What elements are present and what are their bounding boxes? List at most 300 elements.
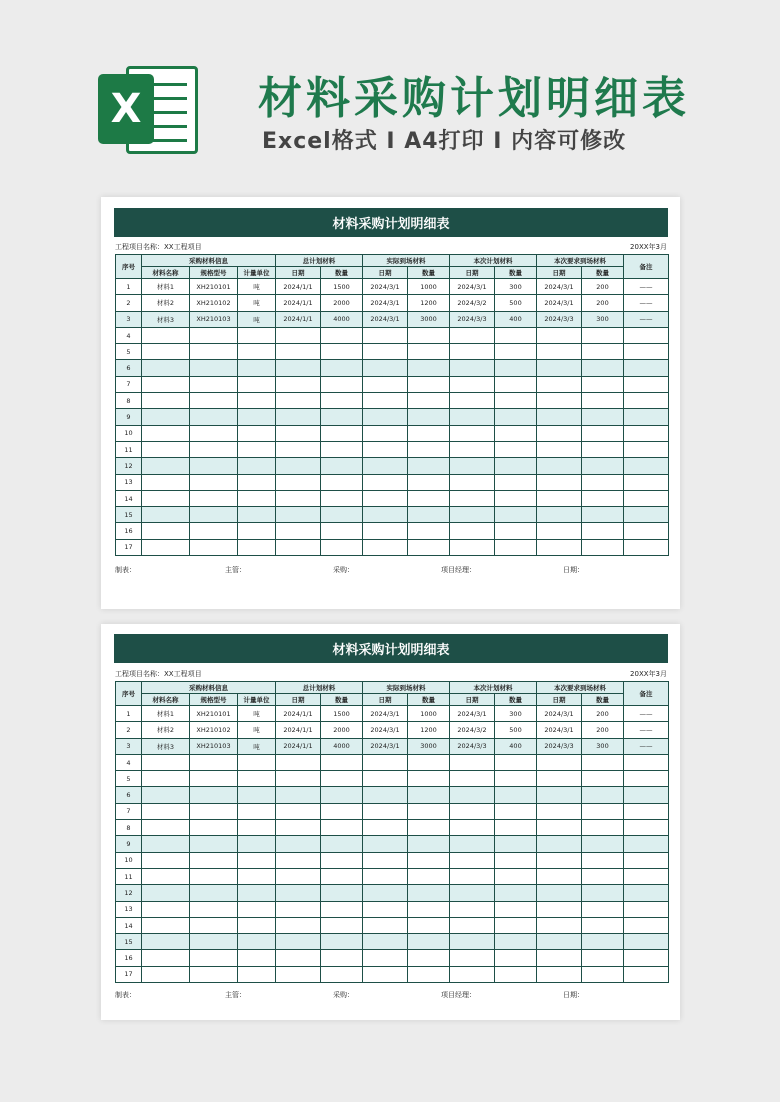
table-cell — [408, 507, 450, 523]
header-remark: 备注 — [624, 255, 669, 279]
table-cell — [450, 507, 495, 523]
table-cell — [321, 490, 363, 506]
table-cell — [582, 901, 624, 917]
table-cell — [624, 441, 669, 457]
table-cell — [537, 803, 582, 819]
table-cell — [321, 458, 363, 474]
table-cell: 15 — [116, 507, 142, 523]
table-cell — [450, 966, 495, 982]
table-cell — [321, 787, 363, 803]
table-cell — [582, 376, 624, 392]
table-cell — [582, 474, 624, 490]
table-cell: —— — [624, 311, 669, 327]
table-cell — [363, 393, 408, 409]
table-cell — [238, 490, 276, 506]
table-cell — [190, 507, 238, 523]
table-cell — [238, 787, 276, 803]
table-cell — [321, 507, 363, 523]
table-cell — [495, 950, 537, 966]
table-cell: 8 — [116, 393, 142, 409]
table-cell — [276, 787, 321, 803]
table-cell: 12 — [116, 885, 142, 901]
table-cell: 11 — [116, 441, 142, 457]
table-cell: 2024/3/1 — [363, 311, 408, 327]
table-cell — [276, 393, 321, 409]
table-cell: 4 — [116, 327, 142, 343]
table-cell — [624, 754, 669, 770]
table-cell — [321, 966, 363, 982]
table-cell — [408, 327, 450, 343]
table-cell — [582, 787, 624, 803]
table-row — [116, 409, 669, 425]
table-cell — [495, 441, 537, 457]
table-cell — [450, 376, 495, 392]
table-cell — [582, 393, 624, 409]
table-row — [116, 771, 669, 787]
table-cell — [238, 507, 276, 523]
header-current-plan: 本次计划材料 — [450, 682, 537, 694]
table-cell — [537, 376, 582, 392]
footer-manager: 项目经理： — [441, 566, 476, 574]
table-cell: —— — [624, 295, 669, 311]
table-cell — [321, 901, 363, 917]
table-cell — [142, 771, 190, 787]
table-row — [116, 885, 669, 901]
footer-date: 日期： — [563, 991, 584, 999]
header-date: 日期 — [537, 694, 582, 706]
table-cell — [408, 523, 450, 539]
table-cell — [142, 901, 190, 917]
table-cell: 2 — [116, 722, 142, 738]
table-cell: 2024/1/1 — [276, 722, 321, 738]
table-cell — [142, 868, 190, 884]
table-cell: 3 — [116, 311, 142, 327]
table-cell: 13 — [116, 901, 142, 917]
table-cell — [495, 934, 537, 950]
header-qty: 数量 — [321, 267, 363, 279]
table-cell: 吨 — [238, 706, 276, 722]
table-cell — [537, 901, 582, 917]
table-cell — [537, 523, 582, 539]
table-cell: 吨 — [238, 279, 276, 295]
table-cell — [624, 425, 669, 441]
sheet-meta — [115, 241, 667, 253]
table-cell — [495, 771, 537, 787]
table-cell — [582, 836, 624, 852]
table-cell — [276, 376, 321, 392]
table-cell: 1500 — [321, 706, 363, 722]
table-cell — [450, 344, 495, 360]
table-cell — [537, 360, 582, 376]
table-cell — [190, 771, 238, 787]
table-cell: 17 — [116, 539, 142, 555]
table-cell — [238, 771, 276, 787]
table-cell — [238, 474, 276, 490]
purchase-table — [115, 254, 669, 556]
table-cell: XH210103 — [190, 738, 238, 754]
excel-logo-icon — [98, 60, 202, 158]
table-cell — [537, 490, 582, 506]
table-cell — [363, 474, 408, 490]
table-cell — [582, 934, 624, 950]
table-cell: 材料2 — [142, 722, 190, 738]
table-row — [116, 706, 669, 722]
table-cell — [363, 360, 408, 376]
table-row — [116, 279, 669, 295]
table-cell — [238, 901, 276, 917]
table-cell: 16 — [116, 950, 142, 966]
table-row — [116, 311, 669, 327]
header-qty: 数量 — [582, 267, 624, 279]
table-cell — [190, 376, 238, 392]
table-cell — [321, 820, 363, 836]
table-row — [116, 722, 669, 738]
table-cell — [408, 852, 450, 868]
table-cell: 2024/3/1 — [363, 295, 408, 311]
table-row — [116, 787, 669, 803]
table-cell — [450, 901, 495, 917]
table-cell: 13 — [116, 474, 142, 490]
table-cell — [190, 901, 238, 917]
table-cell — [363, 868, 408, 884]
table-cell: 2024/3/2 — [450, 295, 495, 311]
table-cell — [190, 539, 238, 555]
header-qty: 数量 — [408, 694, 450, 706]
table-cell — [276, 836, 321, 852]
table-cell — [624, 360, 669, 376]
table-cell: 吨 — [238, 738, 276, 754]
table-cell — [238, 803, 276, 819]
header-date: 日期 — [450, 694, 495, 706]
table-cell — [450, 393, 495, 409]
header-date: 日期 — [276, 694, 321, 706]
table-cell — [276, 852, 321, 868]
table-cell — [450, 836, 495, 852]
table-cell: 吨 — [238, 295, 276, 311]
table-cell — [276, 934, 321, 950]
table-cell — [408, 458, 450, 474]
footer-maker: 制表： — [115, 991, 136, 999]
table-cell — [363, 409, 408, 425]
table-cell — [450, 803, 495, 819]
table-cell — [363, 441, 408, 457]
header-date: 日期 — [537, 267, 582, 279]
table-cell — [190, 523, 238, 539]
sheet-preview-2 — [101, 624, 680, 1020]
table-row — [116, 950, 669, 966]
table-cell — [624, 836, 669, 852]
table-cell — [450, 523, 495, 539]
table-cell — [321, 754, 363, 770]
table-cell — [450, 441, 495, 457]
table-cell — [363, 754, 408, 770]
table-cell — [624, 771, 669, 787]
table-cell — [450, 852, 495, 868]
table-cell — [450, 754, 495, 770]
table-cell — [582, 425, 624, 441]
table-cell — [495, 474, 537, 490]
table-cell — [624, 523, 669, 539]
table-row — [116, 820, 669, 836]
table-cell — [624, 787, 669, 803]
table-row — [116, 360, 669, 376]
table-cell — [624, 885, 669, 901]
table-cell — [495, 868, 537, 884]
project-name: 工程项目名称：XX工程项目 — [115, 670, 202, 678]
table-cell — [624, 950, 669, 966]
table-cell — [624, 868, 669, 884]
table-cell — [321, 852, 363, 868]
table-cell — [582, 852, 624, 868]
table-cell: 2000 — [321, 722, 363, 738]
header-seq: 序号 — [116, 682, 142, 706]
table-cell: 材料3 — [142, 738, 190, 754]
table-cell — [142, 754, 190, 770]
table-cell — [321, 836, 363, 852]
table-cell — [408, 901, 450, 917]
table-cell — [582, 458, 624, 474]
table-cell: 1000 — [408, 279, 450, 295]
table-cell — [276, 966, 321, 982]
table-cell: 4000 — [321, 738, 363, 754]
table-cell — [408, 344, 450, 360]
table-cell: 400 — [495, 311, 537, 327]
table-cell — [238, 409, 276, 425]
table-cell — [408, 754, 450, 770]
table-cell — [276, 917, 321, 933]
table-cell — [624, 327, 669, 343]
table-cell — [408, 771, 450, 787]
table-cell — [276, 950, 321, 966]
table-cell — [276, 344, 321, 360]
table-cell: 1 — [116, 706, 142, 722]
table-cell — [537, 820, 582, 836]
table-cell — [321, 393, 363, 409]
table-cell — [276, 458, 321, 474]
table-cell — [408, 425, 450, 441]
header-unit: 计量单位 — [238, 267, 276, 279]
header-actual: 实际到场材料 — [363, 255, 450, 267]
footer-supervisor: 主管： — [225, 566, 246, 574]
table-cell — [537, 754, 582, 770]
table-cell — [190, 344, 238, 360]
header-qty: 数量 — [495, 694, 537, 706]
table-cell — [142, 490, 190, 506]
table-cell — [624, 934, 669, 950]
table-cell — [142, 917, 190, 933]
table-row — [116, 836, 669, 852]
table-cell — [495, 393, 537, 409]
table-cell — [276, 474, 321, 490]
table-cell — [450, 771, 495, 787]
table-cell — [363, 425, 408, 441]
table-cell: 500 — [495, 722, 537, 738]
table-cell — [582, 507, 624, 523]
table-cell: XH210101 — [190, 706, 238, 722]
sheet-title: 材料采购计划明细表 — [114, 634, 668, 663]
header-material-name: 材料名称 — [142, 267, 190, 279]
table-cell — [142, 441, 190, 457]
table-cell — [276, 523, 321, 539]
table-cell — [363, 836, 408, 852]
table-cell — [238, 441, 276, 457]
table-cell — [142, 934, 190, 950]
table-cell — [408, 376, 450, 392]
table-cell — [238, 360, 276, 376]
table-cell: 1500 — [321, 279, 363, 295]
table-cell: 10 — [116, 425, 142, 441]
table-cell: 2024/1/1 — [276, 738, 321, 754]
table-cell — [142, 966, 190, 982]
table-cell — [190, 474, 238, 490]
table-cell — [190, 820, 238, 836]
table-cell: 5 — [116, 771, 142, 787]
table-cell — [363, 523, 408, 539]
table-cell — [190, 836, 238, 852]
table-cell — [624, 803, 669, 819]
table-cell — [190, 868, 238, 884]
table-cell — [363, 820, 408, 836]
table-cell: 3000 — [408, 738, 450, 754]
table-cell: 2024/3/1 — [537, 295, 582, 311]
page-header — [0, 0, 780, 190]
table-cell: 4 — [116, 754, 142, 770]
table-cell — [190, 327, 238, 343]
table-cell — [363, 458, 408, 474]
table-cell — [582, 917, 624, 933]
table-cell — [582, 771, 624, 787]
table-cell — [537, 327, 582, 343]
table-row — [116, 868, 669, 884]
table-cell — [450, 917, 495, 933]
purchase-table — [115, 681, 669, 983]
table-cell — [238, 539, 276, 555]
table-cell: 2024/3/1 — [363, 279, 408, 295]
table-cell — [190, 803, 238, 819]
table-cell — [537, 409, 582, 425]
table-cell — [363, 934, 408, 950]
table-cell — [582, 820, 624, 836]
table-cell — [321, 917, 363, 933]
sheet-meta — [115, 668, 667, 680]
table-cell — [238, 820, 276, 836]
table-cell: XH210101 — [190, 279, 238, 295]
table-cell — [450, 539, 495, 555]
table-cell: 2000 — [321, 295, 363, 311]
table-cell — [495, 523, 537, 539]
table-cell — [450, 885, 495, 901]
sheet-title: 材料采购计划明细表 — [114, 208, 668, 237]
table-cell — [408, 966, 450, 982]
page-subtitle: Excel格式 I A4打印 I 内容可修改 — [262, 129, 627, 154]
table-cell — [495, 836, 537, 852]
sheet-footer — [115, 990, 667, 1002]
table-cell — [450, 425, 495, 441]
table-row — [116, 966, 669, 982]
table-cell — [142, 950, 190, 966]
table-cell: 2024/1/1 — [276, 279, 321, 295]
table-cell — [363, 507, 408, 523]
table-cell — [624, 852, 669, 868]
table-cell: XH210102 — [190, 722, 238, 738]
table-cell: 6 — [116, 787, 142, 803]
table-cell — [582, 754, 624, 770]
header-total-plan: 总计划材料 — [276, 255, 363, 267]
table-cell — [190, 787, 238, 803]
table-cell — [582, 868, 624, 884]
table-cell — [624, 393, 669, 409]
table-cell: 1000 — [408, 706, 450, 722]
table-cell — [537, 868, 582, 884]
table-cell — [321, 344, 363, 360]
table-row — [116, 523, 669, 539]
header-material-info: 采购材料信息 — [142, 255, 276, 267]
table-cell: 2024/3/1 — [450, 706, 495, 722]
table-cell: 14 — [116, 490, 142, 506]
table-cell: 300 — [582, 738, 624, 754]
table-cell — [582, 441, 624, 457]
table-cell — [495, 787, 537, 803]
table-cell — [363, 539, 408, 555]
table-cell — [276, 409, 321, 425]
table-cell — [321, 327, 363, 343]
table-cell: 2024/3/1 — [450, 279, 495, 295]
table-cell — [238, 523, 276, 539]
table-row — [116, 934, 669, 950]
table-cell — [537, 425, 582, 441]
header-unit: 计量单位 — [238, 694, 276, 706]
table-cell — [190, 425, 238, 441]
table-cell: 200 — [582, 706, 624, 722]
table-cell — [408, 950, 450, 966]
table-cell — [190, 490, 238, 506]
footer-purchase: 采购： — [333, 566, 354, 574]
table-cell: 2024/3/1 — [537, 279, 582, 295]
table-cell — [321, 441, 363, 457]
table-cell — [276, 360, 321, 376]
table-cell: 1200 — [408, 722, 450, 738]
table-cell — [582, 490, 624, 506]
table-cell: 材料1 — [142, 706, 190, 722]
table-row — [116, 458, 669, 474]
table-cell — [142, 820, 190, 836]
table-cell — [582, 966, 624, 982]
table-cell — [142, 327, 190, 343]
table-cell: 300 — [495, 706, 537, 722]
table-cell: —— — [624, 279, 669, 295]
footer-date: 日期： — [563, 566, 584, 574]
table-cell: 材料2 — [142, 295, 190, 311]
header-date: 日期 — [450, 267, 495, 279]
table-cell: 16 — [116, 523, 142, 539]
table-cell — [537, 344, 582, 360]
table-cell — [495, 376, 537, 392]
table-cell — [408, 474, 450, 490]
table-cell — [238, 934, 276, 950]
table-cell: 500 — [495, 295, 537, 311]
table-cell: 2024/1/1 — [276, 295, 321, 311]
table-cell: 6 — [116, 360, 142, 376]
table-cell — [190, 885, 238, 901]
table-cell — [142, 885, 190, 901]
table-cell — [142, 852, 190, 868]
excel-badge: X — [98, 74, 154, 144]
table-cell: 2024/1/1 — [276, 706, 321, 722]
table-cell — [624, 344, 669, 360]
table-cell — [238, 868, 276, 884]
table-cell — [190, 409, 238, 425]
report-date: 20XX年3月 — [630, 243, 667, 251]
